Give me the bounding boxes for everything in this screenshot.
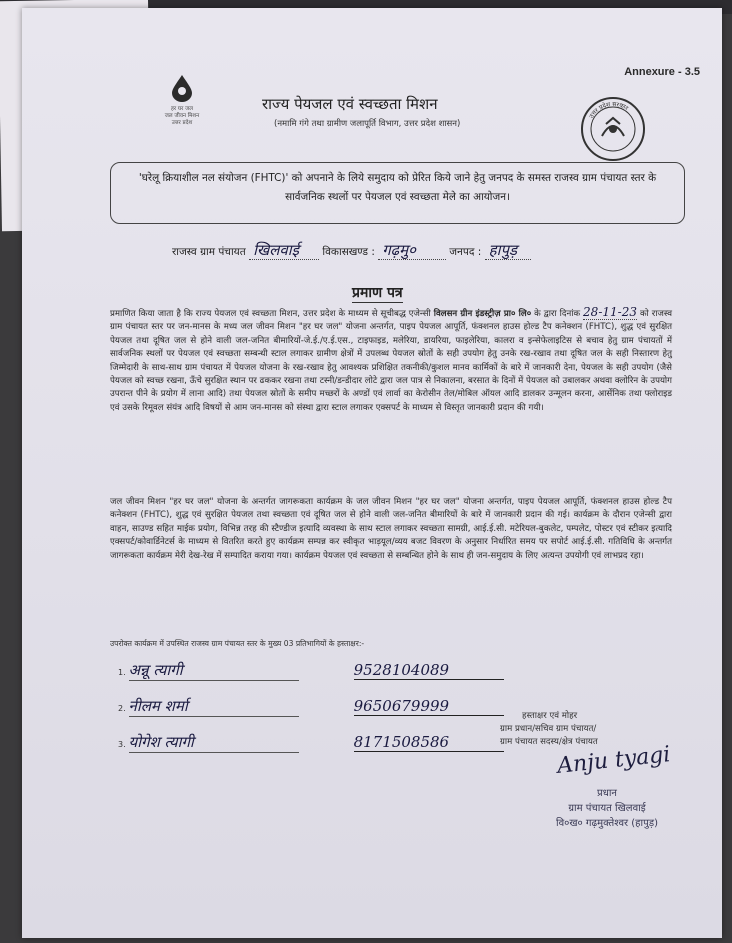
stamp-line-1: प्रधान bbox=[597, 788, 617, 799]
annexure-label: Annexure - 3.5 bbox=[624, 66, 700, 78]
district-label: जनपद : bbox=[449, 246, 482, 258]
header-subtitle: (नमामि गंगे तथा ग्रामीण जलापूर्ति विभाग, उत्तर प्रदेश शासन) bbox=[274, 119, 461, 129]
signature-role-1: ग्राम प्रधान/सचिव ग्राम पंचायत/ bbox=[500, 724, 597, 734]
paragraph-1 bbox=[110, 306, 672, 415]
stamp-line-3: वि०ख० गढ़मुक्तेश्वर (हापुड़) bbox=[555, 818, 659, 829]
participant-number: 2. bbox=[118, 704, 126, 713]
logo-text-line3: उत्तर प्रदेश bbox=[171, 120, 193, 126]
panchayat-label: राजस्व ग्राम पंचायत bbox=[172, 246, 246, 258]
participant-number: 1. bbox=[118, 668, 126, 677]
participant-number: 3. bbox=[118, 740, 126, 749]
logo-text-line2: जल जीवन मिशन bbox=[164, 113, 200, 119]
paragraph-2: जल जीवन मिशन "हर घर जल" योजना के अन्तर्गत जागरूकता कार्यक्रम के जल जीवन मिशन "हर घर जल" योजना अन्तर्गत, पाइप पेयजल आपूर्ति, फंक्शनल हाउस होल्ड टैप कनेक्शन (FHTC), शुद्ध एवं सुरक्षित पेयजल तथा स्वच्छता एवं दूषित जल से होने वाली जल-जनित बीमारियों के बारे में जानकारी प्रदान की गई। कार्यक्रम के दौरान एजेन्सी द्वारा वाहन, साउण्ड सहित माईक प्रयोग, विभिन्न तरह की स्टैण्डीज इत्यादि व्यवस्था के साथ स्टाल लगाकर स्वच्छता सामग्री, आई.ई.सी. मटेरियल-बुकलेट, पम्पलेट, पोस्टर एवं स्टीकर इत्यादि एक्सपर्ट/कोवार्डिनेटर्स के माध्यम से वितरित करते हुए कार्यक्रम सम्पन्न कर स्वीकृत भाड़यूल/व्यय बजट विवरण के अनुसार निर्धारित समय पर सपोर्ट आई.ई.सी. गतिविधि के अन्तर्गत जागरूकता कार्यक्रम मेरी देख-रेख में सम्पादित कराया गया। कार्यक्रम पेयजल एवं स्वच्छता से सम्बन्धित होने के साथ ही जन-समुदाय के लिए अत्यन्त उपयोगी एवं लाभप्रद रहा। bbox=[110, 497, 672, 561]
emblem-text: उत्तर प्रदेश सरकार bbox=[588, 100, 630, 120]
participant-phone: 9650679999 bbox=[354, 697, 504, 716]
water-drop-icon bbox=[170, 74, 194, 102]
block-label: विकासखण्ड : bbox=[322, 246, 375, 258]
stamp-line-2: ग्राम पंचायत खिलवाई bbox=[568, 803, 646, 814]
block-value: गढ़मु० bbox=[378, 241, 446, 260]
participant-phone: 9528104089 bbox=[354, 661, 504, 680]
participants-label: उपरोक्त कार्यक्रम में उपस्थित राजस्व ग्राम पंचायत स्तर के मुख्य 03 प्रतिभागियों के हस्ताक्षर:- bbox=[110, 639, 365, 648]
participant-row bbox=[118, 696, 504, 717]
participant-name: नीलम शर्मा bbox=[129, 696, 299, 717]
program-date: 28-11-23 bbox=[583, 305, 637, 319]
para1-rest: को राजस्व ग्राम पंचायत स्तर पर जन-मानस के मध्य जल जीवन मिशन "हर घर जल" योजना अन्तर्गत, पाइप पेयजल आपूर्ति, फंक्शनल हाउस होल्ड टैप कनेक्शन (FHTC), शुद्ध एवं सुरक्षित पेयजल तथा दूषित जल से होने वाली जल-जनित बीमारियों-जे.ई./ए.ई.एस., टाइफाइड, मलेरिया, डायरिया, फाइलेरिया, कालरा व इन्सेफेलाइटिस से बचाव हेतु ग्राम पंचायतों में सार्वजनिक स्थलों पर पेयजल एवं स्वच्छता सम्बन्धी स्टाल लगाकर ग्रामीण क्षेत्रों में उपलब्ध पेयजल स्रोतों के सही उपयोग हेतु उनके रख-रखाव तथा दूषित जल के सही निस्तारण हेतु जिम्मेदारी के साथ-साथ ग्राम पंचायत में पेयजल योजना के रख-रखाव हेतु आवश्यक प्रशिक्षित तकनीकी/कुशल मानव कार्मिकों के बारे में जानकारी देना, पेयजल के सही उपयोग (जैसे पेयजल को स्वच्छ रखना, ऊँचे सुरक्षित स्थान पर ढककर रखना तथा टस्नी/डन्डीदार लोटे द्वारा जल पात्र से निकालना, बरसात के दिनों में पेयजल को उबालकर अथवा क्लोरिन के उपयोग उपरान्त पीने के प्रयोग में लाना आदि) तथा पेयजल स्रोतों के समीप मच्छरों के अण्डों एवं लार्वा का केरोसीन तेल/मोबिल ऑयल आदि डालकर उन्मूलन करना, आर्सेनिक तथा फ्लोराइड एवं उसके रिमूवल संयंत्र आदि विषयों से आम जन-मानस को संस्था द्वारा स्टाल लगाकर एक्सपर्ट के माध्यम से विस्तृत जानकारी प्रदान की गयी। bbox=[110, 309, 673, 413]
participant-name: योगेश त्यागी bbox=[129, 732, 299, 753]
handwritten-signature: Anju tyagi bbox=[556, 742, 672, 779]
program-title-box bbox=[110, 162, 685, 224]
participant-phone: 8171508586 bbox=[354, 733, 504, 752]
district-value: हापुड़ bbox=[485, 241, 531, 260]
logo-text-line1: हर घर जल bbox=[171, 106, 193, 112]
panchayat-value: खिलवाई bbox=[249, 241, 319, 260]
para1-mid: के द्वारा दिनांक bbox=[531, 309, 584, 319]
signature-block bbox=[500, 710, 598, 749]
program-title-text: 'घरेलू क्रियाशील नल संयोजन (FHTC)' को अपनाने के लिये समुदाय को प्रेरित किये जाने हेतु जनपद के समस्त राजस्व ग्राम पंचायत स्तर के सार्वजनिक स्थलों पर पेयजल एवं स्वच्छता मेले का आयोजन। bbox=[138, 172, 657, 203]
agency-name: विलसन ग्रीन इंडस्ट्रीज़ प्रा० लि० bbox=[433, 309, 532, 319]
participant-row bbox=[118, 732, 504, 753]
certificate-page bbox=[22, 8, 722, 938]
svg-text:उत्तर प्रदेश सरकार bbox=[588, 101, 630, 120]
signature-label: हस्ताक्षर एवं मोहर bbox=[522, 711, 578, 721]
para1-prefix: प्रमाणित किया जाता है कि राज्य पेयजल एवं स्वच्छता मिशन, उत्तर प्रदेश के माध्यम से सूचीबद्ध एजेन्सी bbox=[110, 309, 434, 319]
participant-row bbox=[118, 660, 504, 681]
signature-role-2: ग्राम पंचायत सदस्य/क्षेत्र पंचायत bbox=[500, 737, 598, 747]
up-government-emblem bbox=[580, 96, 646, 162]
certificate-title: प्रमाण पत्र bbox=[352, 285, 403, 301]
pradhan-stamp bbox=[532, 786, 682, 831]
location-fill-line bbox=[172, 240, 531, 260]
har-ghar-jal-logo bbox=[152, 74, 212, 127]
header-title: राज्य पेयजल एवं स्वच्छता मिशन bbox=[262, 95, 438, 113]
participant-name: अन्नू त्यागी bbox=[129, 660, 299, 681]
